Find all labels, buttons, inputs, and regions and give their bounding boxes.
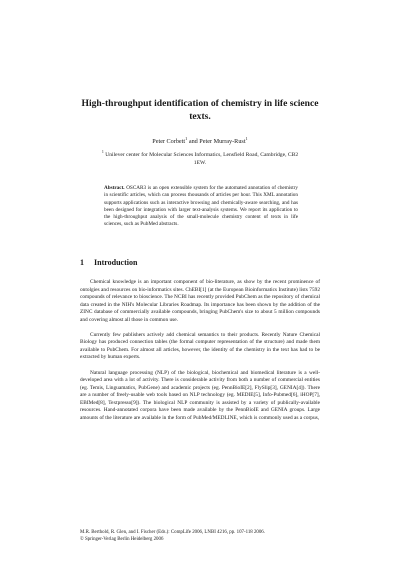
author-affiliation-mark: 1 [245,135,248,141]
section-title: Introduction [94,258,138,267]
abstract-text: OSCAR3 is an open extensible system for the automated annotation of chemistry in scientific articles, which can process thousands of articles per hour. This XML annotation supports applications such as interactive browsing and chemically-aware searching, and has been designed for integration with larger text-analysis systems. We report its application to the high-throughput analysis of the small-molecule chemistry content of texts in life sciences, such as PubMed abstracts. [104,185,298,228]
abstract [104,185,298,229]
page-footer [80,530,320,543]
section-number: 1 [80,258,84,267]
paragraph: Currently few publishers actively add chemical semantics to their products. Recently Nature Chemical Biology has produced connection tables (the formal computer representation of the structure) and made them available to PubChem. For almost all articles, however, the identity of the chemistry in the text has had to be extracted by human experts. [80,331,320,361]
author-affiliation-mark: 1 [185,135,188,141]
affiliation-text: Unilever center for Molecular Sciences Informatics, Lensfield Road, Cambridge, CB2 1EW. [103,152,299,166]
affiliation [95,152,305,167]
body-text [80,279,320,430]
citation-line: M.R. Berthold, R. Glen, and I. Fischer (Eds.): CompLife 2006, LNBI 4216, pp. 107-118 2006. [80,530,265,535]
paragraph: Chemical knowledge is an important component of bio-literature, as show by the recent prominence of ontolgies and resources on bio-informatics sites. ChEBI[1] (at the European Bioinformatics Institute) lists 7592 compounds of relevance to bioscience. The NCBI has recently provided PubChem as the repository of chemical data created in the NIH's Molecular Libraries Roadmap. Its importance has been shown by the addition of the ZINC database of commercially available compounds, bringing PubChem's size to about 5 million compounds and covering almost all those in common use. [80,279,320,323]
author-name: and Peter Murray-Rust [187,138,246,145]
affiliation-mark: 1 [101,150,104,155]
section-heading [80,258,137,268]
paragraph: Natural language processing (NLP) of the biological, biochemical and biomedical literature is a well-developed area with a lot of activity. There is considerable activity from both a number of commercial entities (eg. Temis, Linguamatics, PubGene) and academic projects (eg. PennBioIE[2], FlySlip[3], GENIA[4]). There are a number of freely-usable web tools based on NLP technology (eg. MEDIE[5], Info-Pubmed[6], iHOP[7], EBIMed[8], Textpresso[9]). The biological NLP community is assisted by a variety of publically-available resources. Hand-annotated corpora have been made available by the PennBioIE and GENIA groups. Large amounts of the literature are available in the form of PubMed/MEDLINE, which is commonly used as a corpus, [80,369,320,421]
copyright-line: © Springer-Verlag Berlin Heidelberg 2006 [80,536,164,542]
paper-title: High-throughput identification of chemistry in life science texts. [81,98,319,122]
author-line [60,135,340,146]
author-name: Peter Corbett [152,138,186,145]
abstract-label: Abstract. [104,185,125,191]
